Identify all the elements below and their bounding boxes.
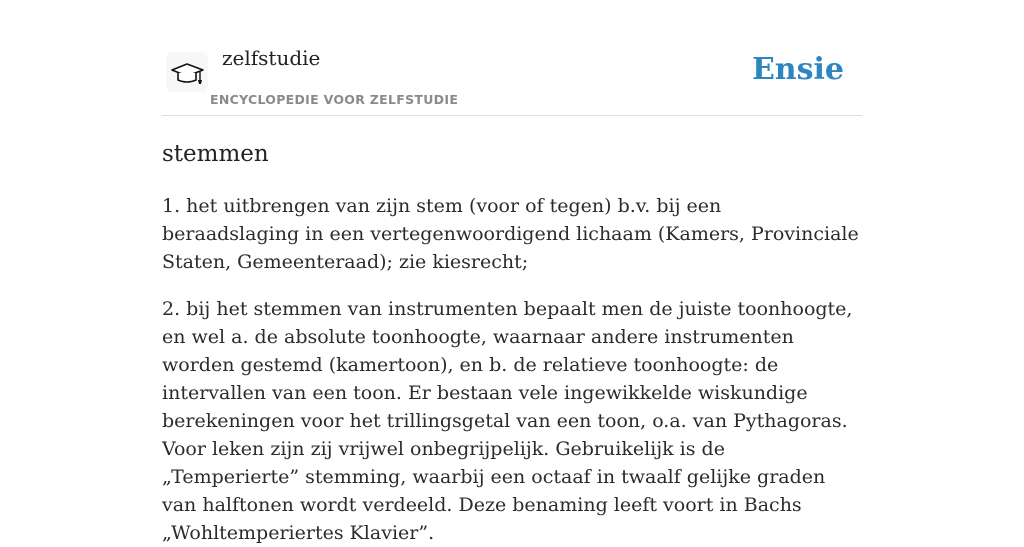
definition-1: 1. het uitbrengen van zijn stem (voor of tegen) b.v. bij een beraadslaging in een vertegenwoordigend lichaam (Kamers, Provinciale Staten, Gemeenteraad); zie kiesrecht; [162, 195, 859, 273]
entry-title: stemmen [162, 141, 269, 167]
definition-2: 2. bij het stemmen van instrumenten bepaalt men de juiste toonhoogte, en wel a. de absolute toonhoogte, waarnaar andere instrumenten worden gestemd (kamertoon), en b. de relatieve toonhoogte: de intervallen van een toon. Er bestaan vele ingewikkelde wiskundige berekeningen voor het trillingsgetal van een toon, o.a. van Pythagoras. Voor leken zijn zij vrijwel onbegrijpelijk. Gebruikelijk is de „Temperierte” stemming, waarbij een octaaf in twaalf gelijke graden van halftonen wordt verdeeld. Deze benaming leeft voort in Bachs „Wohltemperiertes Klavier”. [162, 298, 853, 544]
graduation-cap-icon[interactable] [166, 52, 208, 92]
site-name-link[interactable]: zelfstudie [222, 46, 321, 70]
entry-content [162, 116, 862, 547]
site-header [162, 0, 862, 116]
site-tagline: ENCYCLOPEDIE VOOR ZELFSTUDIE [210, 92, 459, 107]
ensie-brand-link[interactable]: Ensie [751, 52, 844, 87]
